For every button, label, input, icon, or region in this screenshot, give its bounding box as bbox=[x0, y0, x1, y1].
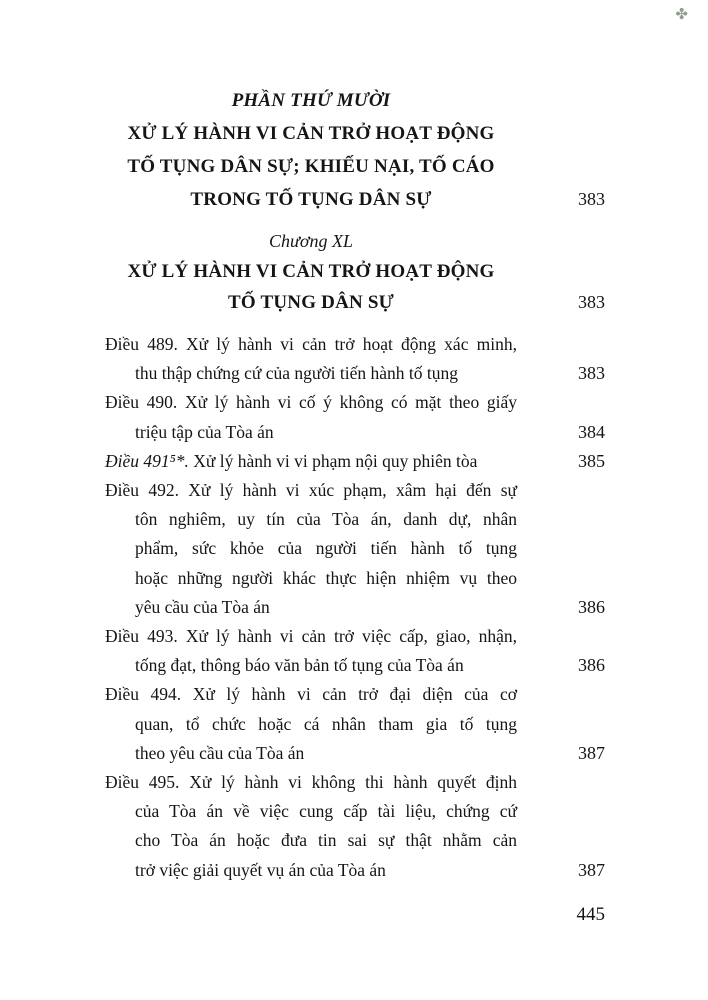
toc-entry-494 bbox=[105, 680, 605, 768]
toc-entry-489 bbox=[105, 330, 605, 388]
flower-icon: ✤ bbox=[675, 7, 688, 23]
toc-entry-492 bbox=[105, 476, 605, 622]
entry-text: hoặc những người khác thực hiện nhiệm vụ theo bbox=[135, 567, 517, 588]
entry-page-number: 385 bbox=[578, 450, 605, 471]
entry-page-number: 387 bbox=[578, 859, 605, 880]
entry-text: phẩm, sức khỏe của người tiến hành tố tụng bbox=[135, 538, 517, 559]
toc-entry-line bbox=[105, 768, 605, 797]
entry-text: Điều 494. Xử lý hành vi cản trở đại diện của cơ bbox=[105, 684, 517, 705]
part-title-line-2: TỐ TỤNG DÂN SỰ; KHIẾU NẠI, TỐ CÁO bbox=[127, 156, 495, 177]
entry-page-number: 384 bbox=[578, 421, 605, 442]
toc-entry-line bbox=[105, 534, 605, 563]
entry-page-number: 386 bbox=[578, 655, 605, 676]
part-heading bbox=[105, 84, 605, 216]
entry-text: Điều 492. Xử lý hành vi xúc phạm, xâm hại đến sự bbox=[105, 480, 517, 501]
toc-entry-line bbox=[105, 564, 605, 593]
chapter-label: Chương XL bbox=[269, 231, 353, 251]
entry-text: Điều 493. Xử lý hành vi cản trở việc cấp, giao, nhận, bbox=[105, 626, 517, 647]
entry-text: quan, tổ chức hoặc cá nhân tham gia tố tụng bbox=[135, 713, 517, 734]
toc-entry-line bbox=[105, 447, 605, 476]
entry-text: cho Tòa án hoặc đưa tin sai sự thật nhằm cản bbox=[135, 830, 517, 851]
toc-entry-line bbox=[105, 388, 605, 417]
entry-text: theo yêu cầu của Tòa án bbox=[135, 742, 305, 763]
entry-page-number: 387 bbox=[578, 742, 605, 763]
toc-entry-line bbox=[105, 651, 605, 680]
entry-text: Điều 490. Xử lý hành vi cố ý không có mặt theo giấy bbox=[105, 392, 517, 413]
chapter-page-number: 383 bbox=[578, 292, 605, 312]
entry-text: Điều 495. Xử lý hành vi không thi hành quyết định bbox=[105, 772, 517, 793]
toc-entry-line bbox=[105, 418, 605, 447]
part-page-number: 383 bbox=[578, 189, 605, 209]
entry-text: Điều 491⁵*. Xử lý hành vi vi phạm nội quy phiên tòa bbox=[105, 450, 478, 471]
entry-text: của Tòa án về việc cung cấp tài liệu, chứng cứ bbox=[135, 801, 517, 822]
toc-entry-line bbox=[105, 710, 605, 739]
footer-page-number: 445 bbox=[576, 903, 605, 925]
part-title-line-1: XỬ LÝ HÀNH VI CẢN TRỞ HOẠT ĐỘNG bbox=[127, 123, 495, 144]
toc-entry-line bbox=[105, 856, 605, 885]
entry-text: yêu cầu của Tòa án bbox=[135, 596, 270, 617]
entry-text: trở việc giải quyết vụ án của Tòa án bbox=[135, 859, 386, 880]
toc-entry-line bbox=[105, 739, 605, 768]
toc-entry-line bbox=[105, 505, 605, 534]
part-title-text: TRONG TỐ TỤNG DÂN SỰ bbox=[190, 189, 432, 210]
toc-entry-line bbox=[105, 330, 605, 359]
toc-entry-line bbox=[105, 622, 605, 651]
toc-entry-490 bbox=[105, 388, 605, 446]
entry-text: triệu tập của Tòa án bbox=[135, 421, 274, 442]
entry-article-marker: Điều 491⁵*. bbox=[105, 450, 194, 471]
toc-entry-491 bbox=[105, 447, 605, 476]
chapter-title-text: TỐ TỤNG DÂN SỰ bbox=[228, 292, 394, 313]
toc-entry-line bbox=[105, 797, 605, 826]
entry-text: tống đạt, thông báo văn bản tố tụng của Tòa án bbox=[135, 655, 464, 676]
entry-text: tôn nghiêm, uy tín của Tòa án, danh dự, nhân bbox=[135, 509, 517, 530]
entry-text: Điều 489. Xử lý hành vi cản trở hoạt động xác minh, bbox=[105, 334, 517, 354]
toc-entry-line bbox=[105, 680, 605, 709]
toc-entry-line bbox=[105, 826, 605, 855]
toc-entry-495 bbox=[105, 768, 605, 885]
entry-text: thu thập chứng cứ của người tiến hành tố tụng bbox=[135, 363, 458, 384]
toc-entry-line bbox=[105, 593, 605, 622]
entry-page-number: 383 bbox=[578, 363, 605, 384]
chapter-title-line-2 bbox=[105, 287, 605, 318]
toc-entry-line bbox=[105, 359, 605, 388]
toc-entry-493 bbox=[105, 622, 605, 680]
chapter-heading bbox=[105, 226, 605, 318]
chapter-title-line-1: XỬ LÝ HÀNH VI CẢN TRỞ HOẠT ĐỘNG bbox=[127, 261, 495, 282]
part-label: PHẦN THỨ MƯỜI bbox=[231, 90, 391, 111]
page-content bbox=[105, 84, 605, 927]
part-title-line-3 bbox=[105, 183, 605, 216]
toc-entries bbox=[105, 330, 605, 885]
toc-entry-line bbox=[105, 476, 605, 505]
entry-page-number: 386 bbox=[578, 596, 605, 617]
